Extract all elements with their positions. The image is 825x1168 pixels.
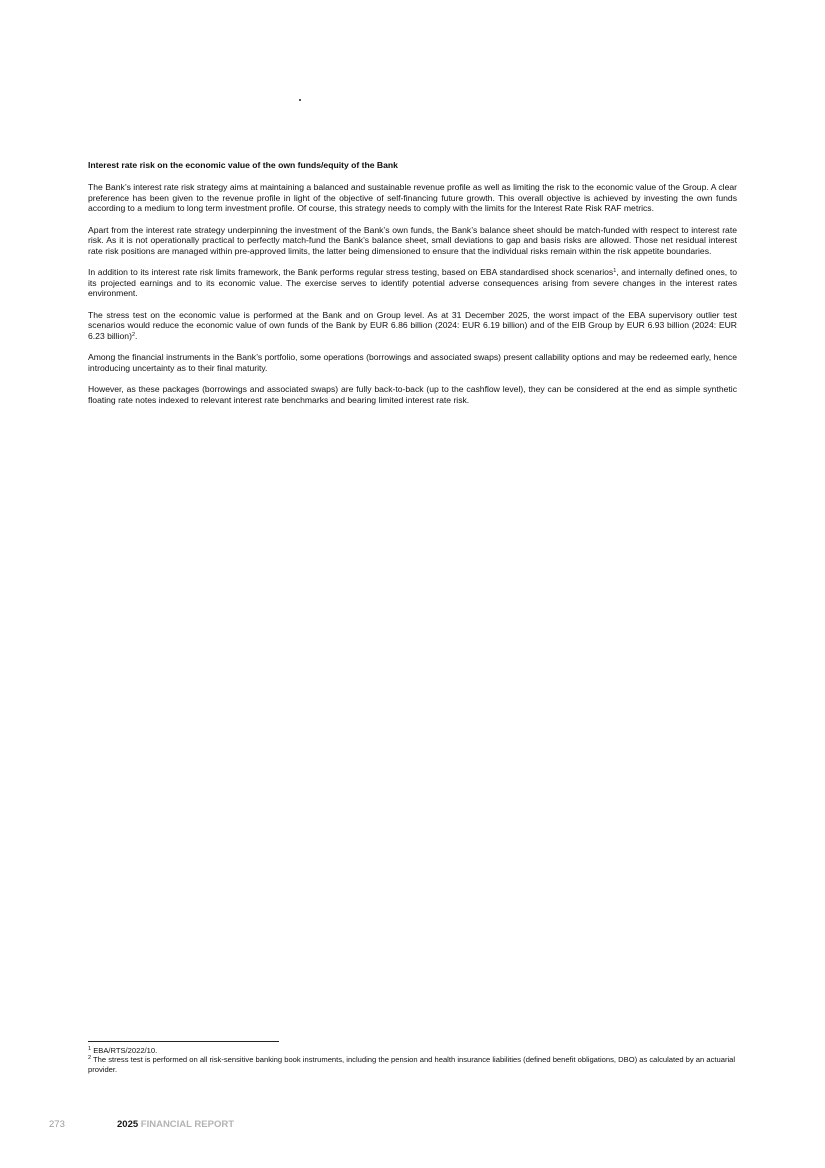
footnotes [88,1046,737,1074]
paragraph-match-funding: Apart from the interest rate strategy underpinning the investment of the Bank’s own funds, the Bank’s balance sheet should be match-funded with respect to interest rate risk. As it is not operationally practical to perfectly match-fund the Bank’s balance sheet, small deviations to gap and basis risks are allowed. Those net residual interest rate risk positions are managed within pre-approved limits, the latter being dimensioned to ensure that the individual risks remain within the risk appetite boundaries. [88,224,737,256]
footnote-marker: 2 [88,1055,92,1062]
footnote-2 [88,1055,737,1074]
footnote-marker: 1 [88,1046,92,1052]
paragraph-text: . [135,330,138,341]
paragraph-callability: Among the financial instruments in the Bank’s portfolio, some operations (borrowings and associated swaps) present callability options and may be redeemed early, hence introducing uncertainty as to their final maturity. [88,352,737,373]
paragraph-text: The stress test on the economic value is performed at the Bank and on Group level. As at 31 December 2025, the worst impact of the EBA supervisory outlier test scenarios would reduce the economic value of own funds of the Bank by EUR 6.86 billion (2024: EUR 6.19 billion) and of the EIB Group by EUR 6.93 billion (2024: EUR 6.23 billion) [88,309,737,341]
footnote-ref-1[interactable]: 1 [613,268,617,275]
footnote-1 [88,1046,737,1055]
report-title-text: FINANCIAL REPORT [140,1119,235,1130]
paragraph-back-to-back: However, as these packages (borrowings and associated swaps) are fully back-to-back (up to the cashflow level), they can be considered at the end as simple synthetic floating rate notes indexed to relevant interest rate benchmarks and bearing limited interest rate risk. [88,384,737,405]
paragraph-strategy: The Bank’s interest rate risk strategy aims at maintaining a balanced and sustainable revenue profile as well as limiting the risk to the economic value of the Group. A clear preference has been given to the revenue profile in light of the objective of self-financing future growth. This overall objective is achieved by investing the own funds according to a medium to long term investment profile. Of course, this strategy needs to comply with the limits for the Interest Rate Risk RAF metrics. [88,182,737,214]
paragraph-stress-testing [88,267,737,299]
page-footer [0,1119,825,1133]
footnote-ref-2[interactable]: 2 [131,331,136,338]
paragraph-economic-value [88,310,737,342]
paragraph-text: , and internally defined ones, to its projected earnings and to its economic value. The exercise serves to identify potential adverse consequences arising from severe changes in the interest rates environment. [88,267,737,299]
page-number: 273 [49,1119,65,1130]
report-title [117,1119,234,1130]
footnote-text: The stress test is performed on all risk-sensitive banking book instruments, including the pension and health insurance liabilities (defined benefit obligations, DBO) as calculated by an actuarial provider. [88,1055,736,1074]
paragraph-text: In addition to its interest rate risk limits framework, the Bank performs regular stress testing, based on EBA standardised shock scenarios [88,267,614,278]
stray-mark [299,99,301,101]
section-heading: Interest rate risk on the economic value of the own funds/equity of the Bank [88,160,398,170]
footnote-text: EBA/RTS/2022/10. [93,1046,158,1055]
report-year: 2025 [117,1119,139,1130]
footnote-divider [88,1041,279,1042]
main-content [88,160,737,416]
